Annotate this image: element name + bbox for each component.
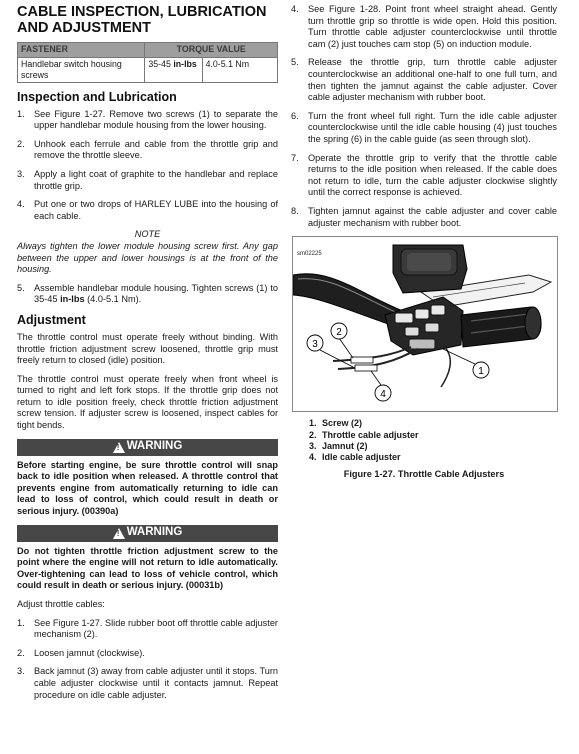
inlbs-value: 35-45 — [148, 58, 174, 69]
step-text: Apply a light coat of graphite to the handlebar and replace throttle grip. — [34, 168, 278, 191]
step-text: See Figure 1-28. Point front wheel straight ahead. Gently turn throttle grip so throttle is wide open. Hold this position. Turn throttle cable adjuster counterclockwise until throttle cam (2) just touches cam stop (5) on induction module. — [308, 4, 557, 49]
step-text: Turn the front wheel full right. Turn the idle cable adjuster counterclockwise until the idle cable housing (4) just touches the spring (6) in the cable guide (as seen through slot). — [308, 110, 557, 144]
legend-number: 3. — [309, 440, 317, 451]
list-item — [17, 648, 278, 660]
list-item — [291, 57, 557, 103]
step-text: Loosen jamnut (clockwise). — [34, 647, 145, 658]
torque-table — [17, 42, 278, 83]
right-column — [291, 0, 557, 480]
note-text: Always tighten the lower module housing screw first. Any gap between the upper and lower housings is at the front of the housing. — [17, 240, 278, 275]
figure-id: sm02225 — [297, 251, 322, 258]
step-number: 5. — [17, 282, 25, 293]
step-number: 2. — [17, 138, 25, 149]
list-item — [17, 283, 278, 306]
warning-triangle-icon: ! — [113, 442, 125, 453]
list-item — [291, 111, 557, 146]
header-torque-value: TORQUE VALUE — [145, 43, 278, 58]
adjust-steps — [17, 618, 278, 702]
warning-triangle-icon: ! — [113, 528, 125, 539]
legend-text: Screw (2) — [322, 418, 363, 429]
step-number: 6. — [291, 110, 299, 121]
step-text: Release the throttle grip, turn throttle cable adjuster counterclockwise an additional one-half to one full turn, and then tighten the jamnut against the cable adjuster. Cover cable adjuster mechanism with rubber boot. — [308, 57, 557, 103]
figure-legend — [309, 418, 557, 464]
list-item — [309, 441, 557, 452]
step-text: Operate the throttle grip to verify that the throttle cable returns to the idle position when released. If the cable does not return to idle, turn the cable adjuster clockwise slightly until the correct response is achieved. — [308, 152, 557, 198]
list-item — [17, 618, 278, 641]
step-text: Put one or two drops of HARLEY LUBE into the housing of each cable. — [34, 199, 278, 221]
step-number: 1. — [17, 108, 25, 119]
adjustment-paragraph-1: The throttle control must operate freely without binding. With throttle friction adjustment screw loosened, throttle grip must freely return to closed (idle) position. — [17, 331, 278, 366]
list-item — [17, 169, 278, 192]
list-item — [309, 452, 557, 463]
legend-text: Throttle cable adjuster — [322, 429, 419, 440]
adjustment-paragraph-2: The throttle control must operate freely when front wheel is turned to right and left fork stops. If the throttle grip does not return to idle position freely, check throttle friction adjustment screw tension. If adjuster screw is loosened, inspect cables for tight bends. — [17, 373, 278, 431]
nm-cell: 4.0-5.1 Nm — [202, 57, 277, 82]
header-fastener: FASTENER — [18, 43, 145, 58]
legend-number: 1. — [309, 418, 317, 429]
step-number: 4. — [17, 199, 25, 210]
list-item — [17, 109, 278, 132]
throttle-illustration — [293, 237, 557, 411]
step-text: Tighten jamnut against the cable adjuster and cover cable adjuster mechanism with rubber boot. — [308, 205, 557, 228]
warning-bar — [17, 439, 278, 456]
list-item — [17, 199, 278, 222]
inlbs-cell — [145, 57, 202, 82]
heading-word: and — [83, 89, 106, 104]
inlbs-unit: in-lbs — [173, 58, 197, 69]
step-text: See Figure 1-27. Slide rubber boot off throttle cable adjuster mechanism (2). — [34, 617, 278, 640]
step-text: Back jamnut (3) away from cable adjuster until it stops. Turn cable adjuster clockwise until it contacts jamnut. Repeat procedure on idle cable adjuster. — [34, 666, 278, 700]
legend-number: 4. — [309, 452, 317, 463]
list-item — [17, 666, 278, 701]
adjust-intro: Adjust throttle cables: — [17, 599, 105, 609]
list-item — [309, 430, 557, 441]
step-text: Unhook each ferrule and cable from the throttle grip and remove the throttle sleeve. — [34, 138, 278, 161]
callout-1: 1 — [478, 366, 484, 378]
figure-caption: Figure 1-27. Throttle Cable Adjusters — [343, 468, 505, 479]
adjustment-heading: Adjustment — [17, 312, 86, 327]
list-item — [291, 4, 557, 50]
inspection-heading — [17, 90, 278, 104]
step-number: 3. — [17, 666, 25, 677]
inspection-step-5 — [17, 283, 278, 306]
warning-label: WARNING — [126, 526, 183, 539]
step-number: 2. — [17, 647, 25, 658]
fastener-cell: Handlebar switch housing screws — [18, 57, 145, 82]
list-item — [291, 153, 557, 199]
note-title: NOTE — [134, 229, 161, 240]
torque-table-header — [18, 43, 278, 58]
inspection-steps — [17, 109, 278, 223]
step-number: 8. — [291, 205, 299, 216]
list-item — [291, 206, 557, 229]
legend-text: Jamnut (2) — [322, 440, 368, 451]
legend-number: 2. — [309, 429, 317, 440]
step-text-bold: in-lbs — [60, 294, 85, 305]
callout-2: 2 — [336, 327, 342, 339]
adjust-steps-continued — [291, 4, 557, 229]
figure-throttle-cable-adjusters — [292, 236, 558, 412]
warning-bar — [17, 525, 278, 542]
warning-text-1: Before starting engine, be sure throttle control will snap back to idle position when released. A throttle control that prevents engine from automatically returning to idle can lead to loss of control, which could result in death or serious injury. (00390a) — [17, 459, 278, 517]
heading-word: Lubrication — [108, 89, 177, 104]
callout-3: 3 — [312, 339, 318, 351]
warning-text-2: Do not tighten throttle friction adjustment screw to the point where the engine will not return to idle automatically. Over-tightening can lead to loss of vehicle control, which could result in death or serious injury. (00031b) — [17, 545, 278, 591]
heading-word: Inspection — [17, 89, 80, 104]
table-row — [18, 57, 278, 82]
legend-text: Idle cable adjuster — [322, 452, 401, 463]
step-text: Assemble handlebar module housing. Tighten screws (1) to 35-45 — [34, 282, 278, 305]
step-text: See Figure 1-27. Remove two screws (1) to separate the upper handlebar module housing from the lower housing. — [34, 108, 278, 131]
step-number: 5. — [291, 57, 299, 68]
step-number: 4. — [291, 4, 299, 14]
step-number: 7. — [291, 152, 299, 163]
step-text: (4.0-5.1 Nm). — [84, 294, 142, 305]
step-number: 1. — [17, 617, 25, 628]
warning-label: WARNING — [126, 440, 183, 453]
step-number: 3. — [17, 168, 25, 179]
list-item — [17, 139, 278, 162]
list-item — [309, 418, 557, 429]
page-title: CABLE INSPECTION, LUBRICATION AND ADJUSTMENT — [17, 4, 267, 36]
callout-4: 4 — [380, 389, 386, 401]
left-column — [17, 0, 278, 708]
